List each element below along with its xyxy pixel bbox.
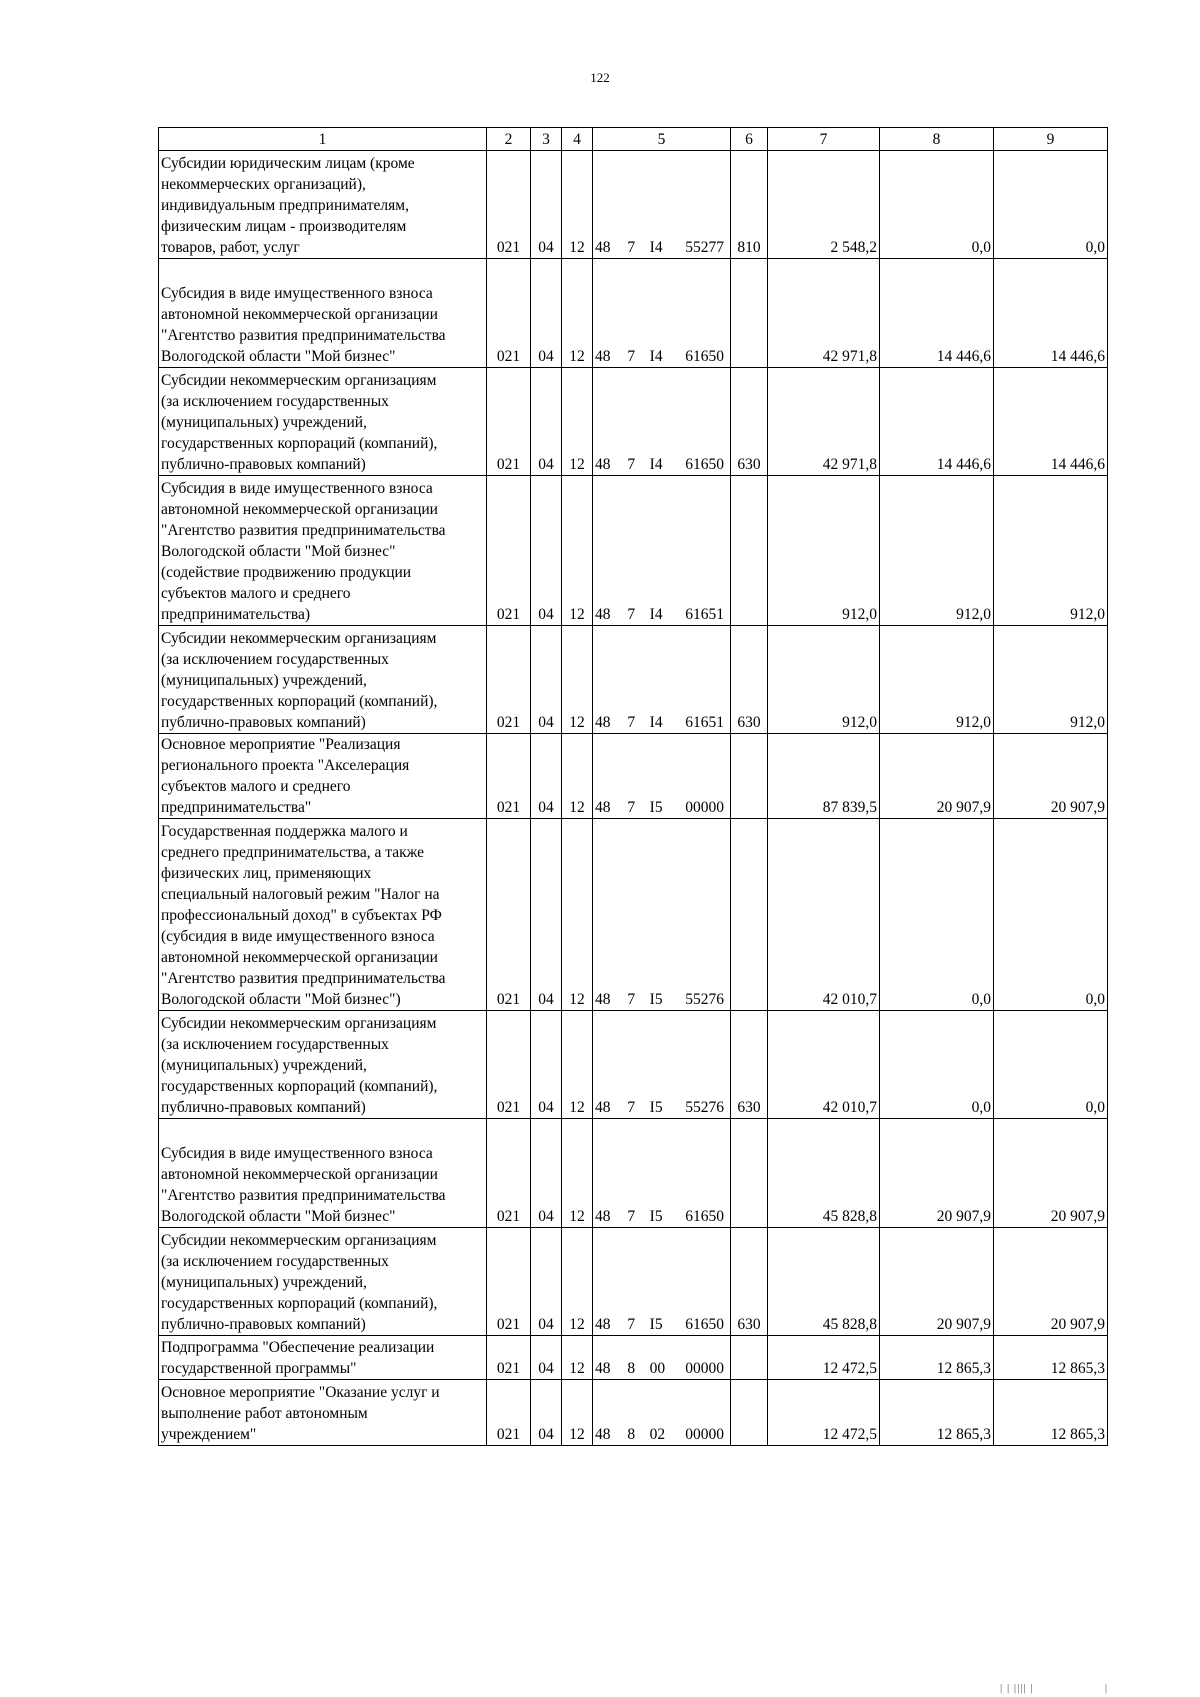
code-part: 00000 <box>685 1360 724 1377</box>
table-row <box>159 819 1108 1011</box>
code-part: I5 <box>649 991 663 1008</box>
expense-type-code <box>731 734 768 819</box>
target-article-code <box>593 1380 731 1446</box>
page-number: 122 <box>590 70 610 85</box>
admin-code: 021 <box>487 368 531 476</box>
table-row <box>159 734 1108 819</box>
section-code: 04 <box>531 734 562 819</box>
amount-col-7: 912,0 <box>768 476 880 626</box>
code-part: 48 <box>595 606 611 623</box>
column-header: 5 <box>593 128 731 151</box>
code-part: 7 <box>627 1099 636 1116</box>
admin-code: 021 <box>487 259 531 368</box>
target-article-code-parts <box>595 604 728 625</box>
code-part: 61650 <box>685 1208 724 1225</box>
expense-type-code: 630 <box>731 1228 768 1336</box>
code-part: 48 <box>595 1099 611 1116</box>
code-part: 61650 <box>685 1316 724 1333</box>
column-header: 3 <box>531 128 562 151</box>
row-name: Подпрограмма "Обеспечение реализации государственной программы" <box>159 1336 487 1380</box>
code-part: 7 <box>627 991 636 1008</box>
code-part: 48 <box>595 456 611 473</box>
target-article-code-parts <box>595 1206 728 1227</box>
row-name: Субсидии некоммерческим организациям (за исключением государственных (муниципальных) учреждений, государственных корпораций (компаний), публично-правовых компаний) <box>159 626 487 734</box>
amount-col-9: 20 907,9 <box>994 734 1108 819</box>
expense-type-code: 810 <box>731 151 768 259</box>
code-part: I5 <box>649 1316 663 1333</box>
amount-col-9: 0,0 <box>994 1011 1108 1119</box>
section-code: 04 <box>531 259 562 368</box>
amount-col-9: 912,0 <box>994 626 1108 734</box>
code-part: I4 <box>649 606 663 623</box>
amount-col-8: 20 907,9 <box>880 1119 994 1228</box>
subsection-code: 12 <box>562 1336 593 1380</box>
row-name: Основное мероприятие "Оказание услуг и выполнение работ автономным учреждением" <box>159 1380 487 1446</box>
amount-col-8: 20 907,9 <box>880 734 994 819</box>
target-article-code <box>593 151 731 259</box>
table-row <box>159 259 1108 368</box>
amount-col-8: 12 865,3 <box>880 1380 994 1446</box>
section-code: 04 <box>531 819 562 1011</box>
admin-code: 021 <box>487 151 531 259</box>
code-part: I5 <box>649 799 663 816</box>
subsection-code: 12 <box>562 259 593 368</box>
amount-col-8: 14 446,6 <box>880 368 994 476</box>
table-body <box>159 151 1108 1446</box>
expense-type-code <box>731 476 768 626</box>
code-part: 55276 <box>685 991 724 1008</box>
row-name: Субсидии некоммерческим организациям (за исключением государственных (муниципальных) учреждений, государственных корпораций (компаний), публично-правовых компаний) <box>159 1011 487 1119</box>
row-name: Субсидии некоммерческим организациям (за исключением государственных (муниципальных) учреждений, государственных корпораций (компаний), публично-правовых компаний) <box>159 1228 487 1336</box>
code-part: 00000 <box>685 799 724 816</box>
amount-col-9: 0,0 <box>994 151 1108 259</box>
amount-col-9: 12 865,3 <box>994 1380 1108 1446</box>
table-row <box>159 1011 1108 1119</box>
target-article-code-parts <box>595 346 728 367</box>
table-row <box>159 476 1108 626</box>
section-code: 04 <box>531 368 562 476</box>
code-part: 8 <box>627 1426 636 1443</box>
subsection-code: 12 <box>562 1011 593 1119</box>
target-article-code <box>593 819 731 1011</box>
subsection-code: 12 <box>562 1119 593 1228</box>
target-article-code-parts <box>595 797 728 818</box>
code-part: 55277 <box>685 239 724 256</box>
table-row <box>159 368 1108 476</box>
amount-col-9: 20 907,9 <box>994 1119 1108 1228</box>
code-part: 48 <box>595 714 611 731</box>
table-row <box>159 1119 1108 1228</box>
column-header: 9 <box>994 128 1108 151</box>
target-article-code <box>593 1119 731 1228</box>
column-header: 7 <box>768 128 880 151</box>
code-part: 7 <box>627 799 636 816</box>
subsection-code: 12 <box>562 368 593 476</box>
admin-code: 021 <box>487 1380 531 1446</box>
subsection-code: 12 <box>562 626 593 734</box>
code-part: 00000 <box>685 1426 724 1443</box>
expense-type-code: 630 <box>731 368 768 476</box>
subsection-code: 12 <box>562 819 593 1011</box>
subsection-code: 12 <box>562 476 593 626</box>
column-header: 8 <box>880 128 994 151</box>
code-part: 48 <box>595 348 611 365</box>
row-name: Субсидии юридическим лицам (кроме некоммерческих организаций), индивидуальным предпринимателям, физическим лицам - производителям товаров, работ, услуг <box>159 151 487 259</box>
amount-col-9: 0,0 <box>994 819 1108 1011</box>
code-part: 48 <box>595 1426 611 1443</box>
code-part: 02 <box>649 1426 666 1443</box>
row-name: Субсидия в виде имущественного взноса автономной некоммерческой организации "Агентство развития предпринимательства Вологодской области "Мой бизнес" <box>159 1119 487 1228</box>
amount-col-7: 42 010,7 <box>768 819 880 1011</box>
code-part: I4 <box>649 239 663 256</box>
target-article-code-parts <box>595 237 728 258</box>
expense-type-code: 630 <box>731 626 768 734</box>
subsection-code: 12 <box>562 1228 593 1336</box>
amount-col-7: 12 472,5 <box>768 1380 880 1446</box>
admin-code: 021 <box>487 476 531 626</box>
amount-col-8: 0,0 <box>880 819 994 1011</box>
code-part: 48 <box>595 1360 611 1377</box>
code-part: I4 <box>649 456 663 473</box>
code-part: I4 <box>649 714 663 731</box>
amount-col-7: 45 828,8 <box>768 1228 880 1336</box>
code-part: 48 <box>595 1208 611 1225</box>
scan-mark: | | |||| | | <box>1000 1682 1109 1694</box>
code-part: 61650 <box>685 456 724 473</box>
target-article-code <box>593 1228 731 1336</box>
expense-type-code <box>731 1119 768 1228</box>
amount-col-7: 45 828,8 <box>768 1119 880 1228</box>
target-article-code <box>593 1011 731 1119</box>
row-name: Субсидия в виде имущественного взноса автономной некоммерческой организации "Агентство развития предпринимательства Вологодской области "Мой бизнес" <box>159 259 487 368</box>
target-article-code <box>593 734 731 819</box>
code-part: 00 <box>649 1360 666 1377</box>
admin-code: 021 <box>487 626 531 734</box>
amount-col-8: 20 907,9 <box>880 1228 994 1336</box>
table-row <box>159 151 1108 259</box>
target-article-code-parts <box>595 1358 728 1379</box>
admin-code: 021 <box>487 819 531 1011</box>
expense-type-code <box>731 1336 768 1380</box>
amount-col-8: 912,0 <box>880 476 994 626</box>
code-part: 61651 <box>685 714 724 731</box>
code-part: 7 <box>627 1208 636 1225</box>
code-part: 7 <box>627 348 636 365</box>
code-part: 7 <box>627 606 636 623</box>
amount-col-8: 0,0 <box>880 151 994 259</box>
amount-col-9: 912,0 <box>994 476 1108 626</box>
code-part: 7 <box>627 239 636 256</box>
row-name: Субсидии некоммерческим организациям (за исключением государственных (муниципальных) учреждений, государственных корпораций (компаний), публично-правовых компаний) <box>159 368 487 476</box>
code-part: 48 <box>595 799 611 816</box>
expense-type-code <box>731 819 768 1011</box>
section-code: 04 <box>531 1380 562 1446</box>
table-row <box>159 626 1108 734</box>
amount-col-7: 42 010,7 <box>768 1011 880 1119</box>
section-code: 04 <box>531 1336 562 1380</box>
target-article-code-parts <box>595 1424 728 1445</box>
table-row <box>159 1336 1108 1380</box>
amount-col-7: 12 472,5 <box>768 1336 880 1380</box>
target-article-code-parts <box>595 712 728 733</box>
code-part: 7 <box>627 1316 636 1333</box>
table-row <box>159 1380 1108 1446</box>
section-code: 04 <box>531 151 562 259</box>
target-article-code-parts <box>595 989 728 1010</box>
amount-col-9: 14 446,6 <box>994 368 1108 476</box>
amount-col-8: 12 865,3 <box>880 1336 994 1380</box>
amount-col-7: 42 971,8 <box>768 368 880 476</box>
code-part: I4 <box>649 348 663 365</box>
budget-table <box>158 127 1108 1446</box>
target-article-code <box>593 626 731 734</box>
amount-col-7: 42 971,8 <box>768 259 880 368</box>
section-code: 04 <box>531 1011 562 1119</box>
code-part: 61650 <box>685 348 724 365</box>
admin-code: 021 <box>487 1336 531 1380</box>
subsection-code: 12 <box>562 151 593 259</box>
row-name: Основное мероприятие "Реализация регионального проекта "Акселерация субъектов малого и среднего предпринимательства" <box>159 734 487 819</box>
expense-type-code: 630 <box>731 1011 768 1119</box>
section-code: 04 <box>531 476 562 626</box>
table-row <box>159 1228 1108 1336</box>
admin-code: 021 <box>487 734 531 819</box>
amount-col-9: 12 865,3 <box>994 1336 1108 1380</box>
table-header-row <box>159 128 1108 151</box>
code-part: 48 <box>595 239 611 256</box>
code-part: 7 <box>627 456 636 473</box>
subsection-code: 12 <box>562 1380 593 1446</box>
code-part: 8 <box>627 1360 636 1377</box>
amount-col-8: 912,0 <box>880 626 994 734</box>
code-part: 55276 <box>685 1099 724 1116</box>
section-code: 04 <box>531 1119 562 1228</box>
admin-code: 021 <box>487 1119 531 1228</box>
column-header: 1 <box>159 128 487 151</box>
target-article-code-parts <box>595 1097 728 1118</box>
column-header: 6 <box>731 128 768 151</box>
admin-code: 021 <box>487 1228 531 1336</box>
code-part: 61651 <box>685 606 724 623</box>
expense-type-code <box>731 259 768 368</box>
section-code: 04 <box>531 626 562 734</box>
target-article-code <box>593 1336 731 1380</box>
amount-col-9: 20 907,9 <box>994 1228 1108 1336</box>
amount-col-7: 912,0 <box>768 626 880 734</box>
row-name: Субсидия в виде имущественного взноса автономной некоммерческой организации "Агентство развития предпринимательства Вологодской области "Мой бизнес" (содействие продвижению продукции субъектов малого и среднего предпринимательства) <box>159 476 487 626</box>
code-part: 48 <box>595 1316 611 1333</box>
column-header: 4 <box>562 128 593 151</box>
code-part: I5 <box>649 1208 663 1225</box>
row-name: Государственная поддержка малого и среднего предпринимательства, а также физических лиц, применяющих специальный налоговый режим "Налог на профессиональный доход" в субъектах РФ (субсидия в виде имущественного взноса автономной некоммерческой организации "Агентство развития предпринимательства Вологодской области "Мой бизнес") <box>159 819 487 1011</box>
column-header: 2 <box>487 128 531 151</box>
amount-col-7: 87 839,5 <box>768 734 880 819</box>
code-part: 7 <box>627 714 636 731</box>
amount-col-8: 0,0 <box>880 1011 994 1119</box>
admin-code: 021 <box>487 1011 531 1119</box>
amount-col-7: 2 548,2 <box>768 151 880 259</box>
target-article-code-parts <box>595 1314 728 1335</box>
code-part: I5 <box>649 1099 663 1116</box>
target-article-code-parts <box>595 454 728 475</box>
target-article-code <box>593 368 731 476</box>
code-part: 48 <box>595 991 611 1008</box>
target-article-code <box>593 476 731 626</box>
expense-type-code <box>731 1380 768 1446</box>
amount-col-8: 14 446,6 <box>880 259 994 368</box>
section-code: 04 <box>531 1228 562 1336</box>
subsection-code: 12 <box>562 734 593 819</box>
amount-col-9: 14 446,6 <box>994 259 1108 368</box>
target-article-code <box>593 259 731 368</box>
